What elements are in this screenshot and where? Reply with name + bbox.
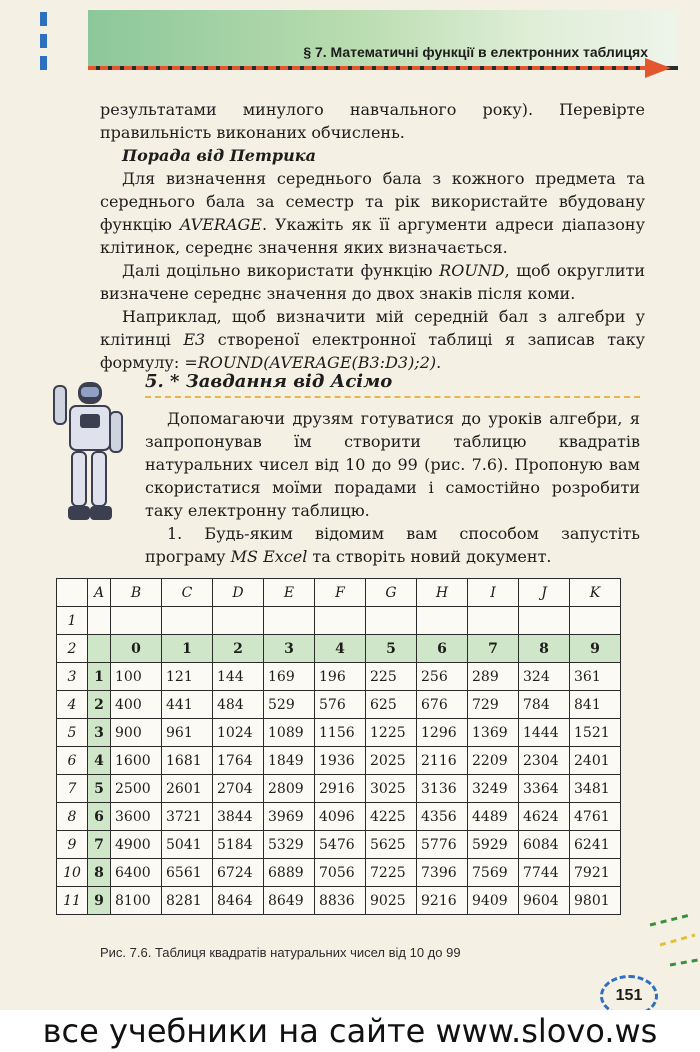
value-cell: 196 — [315, 663, 366, 691]
column-header: D — [213, 579, 264, 607]
row-header: 8 — [57, 803, 88, 831]
cell — [88, 635, 111, 663]
value-cell: 441 — [162, 691, 213, 719]
digit-header-cell: 3 — [264, 635, 315, 663]
squares-spreadsheet — [56, 578, 621, 915]
digit-header-cell: 1 — [162, 635, 213, 663]
value-cell: 961 — [162, 719, 213, 747]
text-span: Для визначення середнього бала з кожного предмета та середнього бала за семестр та рік використайте вбудовану функцію — [100, 169, 645, 234]
value-cell: 2704 — [213, 775, 264, 803]
tens-cell: 2 — [88, 691, 111, 719]
cell — [264, 607, 315, 635]
corner-cell — [57, 579, 88, 607]
cell — [570, 607, 621, 635]
cell-reference: E3 — [183, 330, 206, 349]
value-cell: 2809 — [264, 775, 315, 803]
value-cell: 900 — [111, 719, 162, 747]
robot-illustration — [48, 378, 130, 530]
cell — [213, 607, 264, 635]
row-header: 5 — [57, 719, 88, 747]
value-cell: 3721 — [162, 803, 213, 831]
value-cell: 225 — [366, 663, 417, 691]
value-cell: 5625 — [366, 831, 417, 859]
value-cell: 729 — [468, 691, 519, 719]
tens-cell: 6 — [88, 803, 111, 831]
value-cell: 1849 — [264, 747, 315, 775]
column-header: A — [88, 579, 111, 607]
table-row — [57, 887, 621, 915]
page-number: 151 — [600, 975, 658, 1017]
column-header: B — [111, 579, 162, 607]
section-heading: 5. * Завдання від Асімо — [145, 371, 640, 398]
value-cell: 8836 — [315, 887, 366, 915]
value-cell: 9801 — [570, 887, 621, 915]
value-cell: 3249 — [468, 775, 519, 803]
value-cell: 3364 — [519, 775, 570, 803]
chapter-title: § 7. Математичні функції в електронних таблицях — [303, 44, 648, 60]
cell — [315, 607, 366, 635]
figure-caption: Рис. 7.6. Таблиця квадратів натуральних чисел від 10 до 99 — [100, 945, 461, 960]
row-header: 6 — [57, 747, 88, 775]
value-cell: 2500 — [111, 775, 162, 803]
digit-header-cell: 7 — [468, 635, 519, 663]
value-cell: 1764 — [213, 747, 264, 775]
banner-arrow-line — [88, 66, 648, 70]
text-span: . Укажіть як її аргументи адреси діапазону клітинок, середнє значення яких визначається. — [100, 215, 645, 257]
value-cell: 2209 — [468, 747, 519, 775]
tens-cell: 7 — [88, 831, 111, 859]
value-cell: 841 — [570, 691, 621, 719]
cell — [468, 607, 519, 635]
column-header: C — [162, 579, 213, 607]
table-row — [57, 635, 621, 663]
value-cell: 529 — [264, 691, 315, 719]
value-cell: 144 — [213, 663, 264, 691]
value-cell: 2025 — [366, 747, 417, 775]
table-row — [57, 719, 621, 747]
value-cell: 8464 — [213, 887, 264, 915]
value-cell: 1681 — [162, 747, 213, 775]
cell — [366, 607, 417, 635]
value-cell: 7744 — [519, 859, 570, 887]
value-cell: 2401 — [570, 747, 621, 775]
table-row — [57, 859, 621, 887]
value-cell: 4096 — [315, 803, 366, 831]
value-cell: 1369 — [468, 719, 519, 747]
value-cell: 6084 — [519, 831, 570, 859]
table-row — [57, 831, 621, 859]
digit-header-cell: 0 — [111, 635, 162, 663]
text-span: . — [436, 353, 442, 372]
section-text — [145, 407, 640, 568]
value-cell: 289 — [468, 663, 519, 691]
value-cell: 4356 — [417, 803, 468, 831]
value-cell: 5329 — [264, 831, 315, 859]
footer-banner: все учебники на сайте www.slovo.ws — [0, 1010, 700, 1052]
value-cell: 5184 — [213, 831, 264, 859]
text-span: Далі доцільно використати функцію — [122, 261, 440, 280]
text-span: , щоб округлити визначене середнє значення до двох знаків після коми. — [100, 261, 646, 303]
value-cell: 1156 — [315, 719, 366, 747]
value-cell: 7569 — [468, 859, 519, 887]
value-cell: 256 — [417, 663, 468, 691]
value-cell: 5776 — [417, 831, 468, 859]
value-cell: 2916 — [315, 775, 366, 803]
value-cell: 7921 — [570, 859, 621, 887]
value-cell: 169 — [264, 663, 315, 691]
value-cell: 7056 — [315, 859, 366, 887]
intro-paragraph-2 — [100, 167, 645, 259]
value-cell: 100 — [111, 663, 162, 691]
text-span: створеної електронної таблиці я записав таку формулу: — [100, 330, 645, 372]
value-cell: 5041 — [162, 831, 213, 859]
value-cell: 361 — [570, 663, 621, 691]
value-cell: 1089 — [264, 719, 315, 747]
value-cell: 4624 — [519, 803, 570, 831]
value-cell: 9409 — [468, 887, 519, 915]
column-header: K — [570, 579, 621, 607]
table-row — [57, 775, 621, 803]
table-row — [57, 607, 621, 635]
row-header: 9 — [57, 831, 88, 859]
value-cell: 5929 — [468, 831, 519, 859]
table-row — [57, 663, 621, 691]
value-cell: 9025 — [366, 887, 417, 915]
value-cell: 5476 — [315, 831, 366, 859]
value-cell: 8649 — [264, 887, 315, 915]
column-header: J — [519, 579, 570, 607]
value-cell: 8100 — [111, 887, 162, 915]
cell — [417, 607, 468, 635]
column-header-row — [57, 579, 621, 607]
value-cell: 676 — [417, 691, 468, 719]
value-cell: 324 — [519, 663, 570, 691]
value-cell: 1936 — [315, 747, 366, 775]
function-name: ROUND — [439, 261, 505, 280]
digit-header-cell: 4 — [315, 635, 366, 663]
value-cell: 625 — [366, 691, 417, 719]
row-header: 10 — [57, 859, 88, 887]
value-cell: 1444 — [519, 719, 570, 747]
value-cell: 784 — [519, 691, 570, 719]
value-cell: 4761 — [570, 803, 621, 831]
intro-paragraph-3 — [100, 259, 645, 305]
tip-title: Порада від Петрика — [122, 146, 316, 165]
value-cell: 8281 — [162, 887, 213, 915]
value-cell: 4225 — [366, 803, 417, 831]
table-row — [57, 691, 621, 719]
intro-paragraph-1: результатами минулого навчального року). Перевірте правильність виконаних обчислень. — [100, 100, 645, 142]
value-cell: 7225 — [366, 859, 417, 887]
value-cell: 3025 — [366, 775, 417, 803]
value-cell: 3136 — [417, 775, 468, 803]
row-header: 4 — [57, 691, 88, 719]
value-cell: 9604 — [519, 887, 570, 915]
function-name: AVERAGE — [179, 215, 262, 234]
tens-cell: 3 — [88, 719, 111, 747]
section-step-1 — [145, 522, 640, 568]
app-name: MS Excel — [230, 547, 308, 566]
value-cell: 9216 — [417, 887, 468, 915]
value-cell: 7396 — [417, 859, 468, 887]
value-cell: 2304 — [519, 747, 570, 775]
value-cell: 6561 — [162, 859, 213, 887]
tens-cell: 4 — [88, 747, 111, 775]
value-cell: 1600 — [111, 747, 162, 775]
value-cell: 1024 — [213, 719, 264, 747]
tens-cell: 5 — [88, 775, 111, 803]
value-cell: 400 — [111, 691, 162, 719]
cell — [519, 607, 570, 635]
section-paragraph-1: Допомагаючи друзям готуватися до уроків алгебри, я запропонував їм створити таблицю квадратів натуральних чисел від 10 до 99 (рис. 7.6). Пропоную вам скористатися моїми порадами і самостійно розробити таку електронну таблицю. — [145, 409, 640, 520]
row-header: 3 — [57, 663, 88, 691]
tens-cell: 8 — [88, 859, 111, 887]
cell — [88, 607, 111, 635]
row-header: 11 — [57, 887, 88, 915]
value-cell: 2116 — [417, 747, 468, 775]
row-header: 1 — [57, 607, 88, 635]
tens-cell: 1 — [88, 663, 111, 691]
margin-marks — [40, 12, 50, 78]
chapter-banner — [88, 10, 678, 70]
value-cell: 3969 — [264, 803, 315, 831]
value-cell: 3481 — [570, 775, 621, 803]
text-span: 1. Будь-яким відомим вам способом запустіть програму — [145, 524, 640, 566]
value-cell: 3844 — [213, 803, 264, 831]
column-header: E — [264, 579, 315, 607]
value-cell: 4900 — [111, 831, 162, 859]
value-cell: 1521 — [570, 719, 621, 747]
value-cell: 484 — [213, 691, 264, 719]
cell — [162, 607, 213, 635]
value-cell: 121 — [162, 663, 213, 691]
column-header: G — [366, 579, 417, 607]
value-cell: 576 — [315, 691, 366, 719]
digit-header-cell: 9 — [570, 635, 621, 663]
text-span: та створіть новий документ. — [307, 547, 552, 566]
formula: =ROUND(AVERAGE(B3:D3);2) — [184, 353, 437, 372]
intro-text — [100, 98, 645, 374]
value-cell: 1296 — [417, 719, 468, 747]
value-cell: 1225 — [366, 719, 417, 747]
tens-cell: 9 — [88, 887, 111, 915]
intro-paragraph-4 — [100, 305, 645, 374]
table-row — [57, 747, 621, 775]
value-cell: 2601 — [162, 775, 213, 803]
value-cell: 6724 — [213, 859, 264, 887]
column-header: H — [417, 579, 468, 607]
digit-header-cell: 2 — [213, 635, 264, 663]
value-cell: 6400 — [111, 859, 162, 887]
column-header: I — [468, 579, 519, 607]
digit-header-cell: 8 — [519, 635, 570, 663]
value-cell: 6241 — [570, 831, 621, 859]
value-cell: 3600 — [111, 803, 162, 831]
banner-arrow-icon — [645, 58, 671, 78]
row-header: 2 — [57, 635, 88, 663]
text-span: Наприклад, щоб визначити мій середній бал з алгебри у клітинці — [100, 307, 645, 349]
value-cell: 6889 — [264, 859, 315, 887]
value-cell: 4489 — [468, 803, 519, 831]
digit-header-cell: 5 — [366, 635, 417, 663]
cell — [111, 607, 162, 635]
digit-header-cell: 6 — [417, 635, 468, 663]
column-header: F — [315, 579, 366, 607]
table-row — [57, 803, 621, 831]
row-header: 7 — [57, 775, 88, 803]
